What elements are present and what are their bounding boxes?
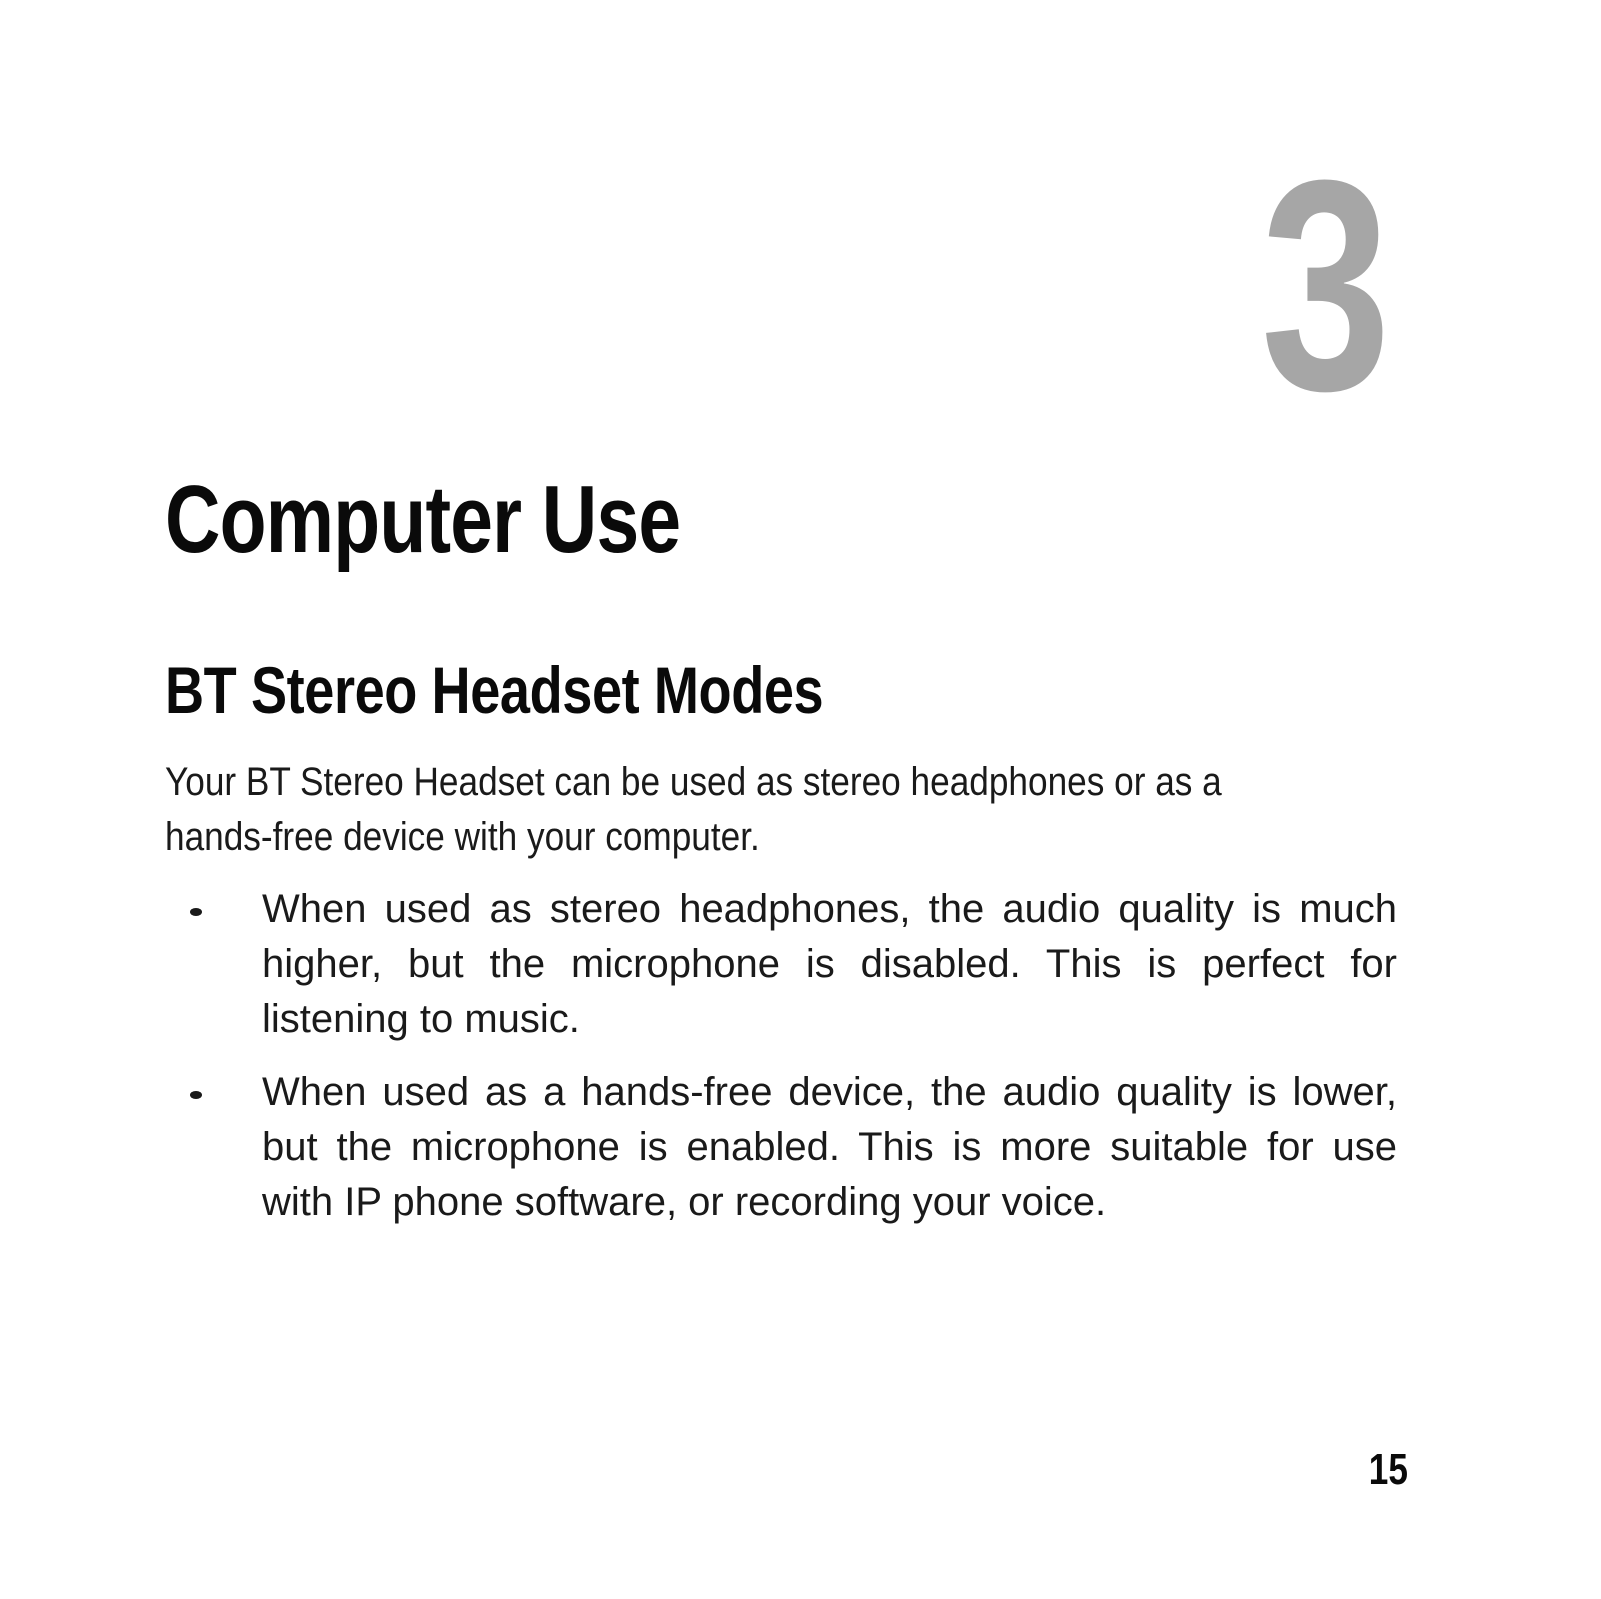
list-item [182,1065,1397,1230]
section-title: BT Stereo Headset Modes [165,653,824,727]
bullet-icon [190,1091,202,1099]
list-item-text: When used as a hands-free device, the audio quality is lower, but the microphone is enabled. This is more suitable for use with IP phone software, or recording your voice. [262,1070,1397,1224]
list-item [182,882,1397,1047]
chapter-title: Computer Use [165,466,681,573]
bullet-icon [190,908,202,916]
modes-list [182,882,1412,1230]
chapter-number: 3 [1260,117,1391,453]
page-number: 15 [1368,1445,1408,1494]
list-item-text: When used as stereo headphones, the audio quality is much higher, but the microphone is disabled. This is perfect for listening to music. [262,887,1397,1041]
intro-paragraph: Your BT Stereo Headset can be used as stereo headphones or as a hands-free device with your computer. [165,760,1222,859]
